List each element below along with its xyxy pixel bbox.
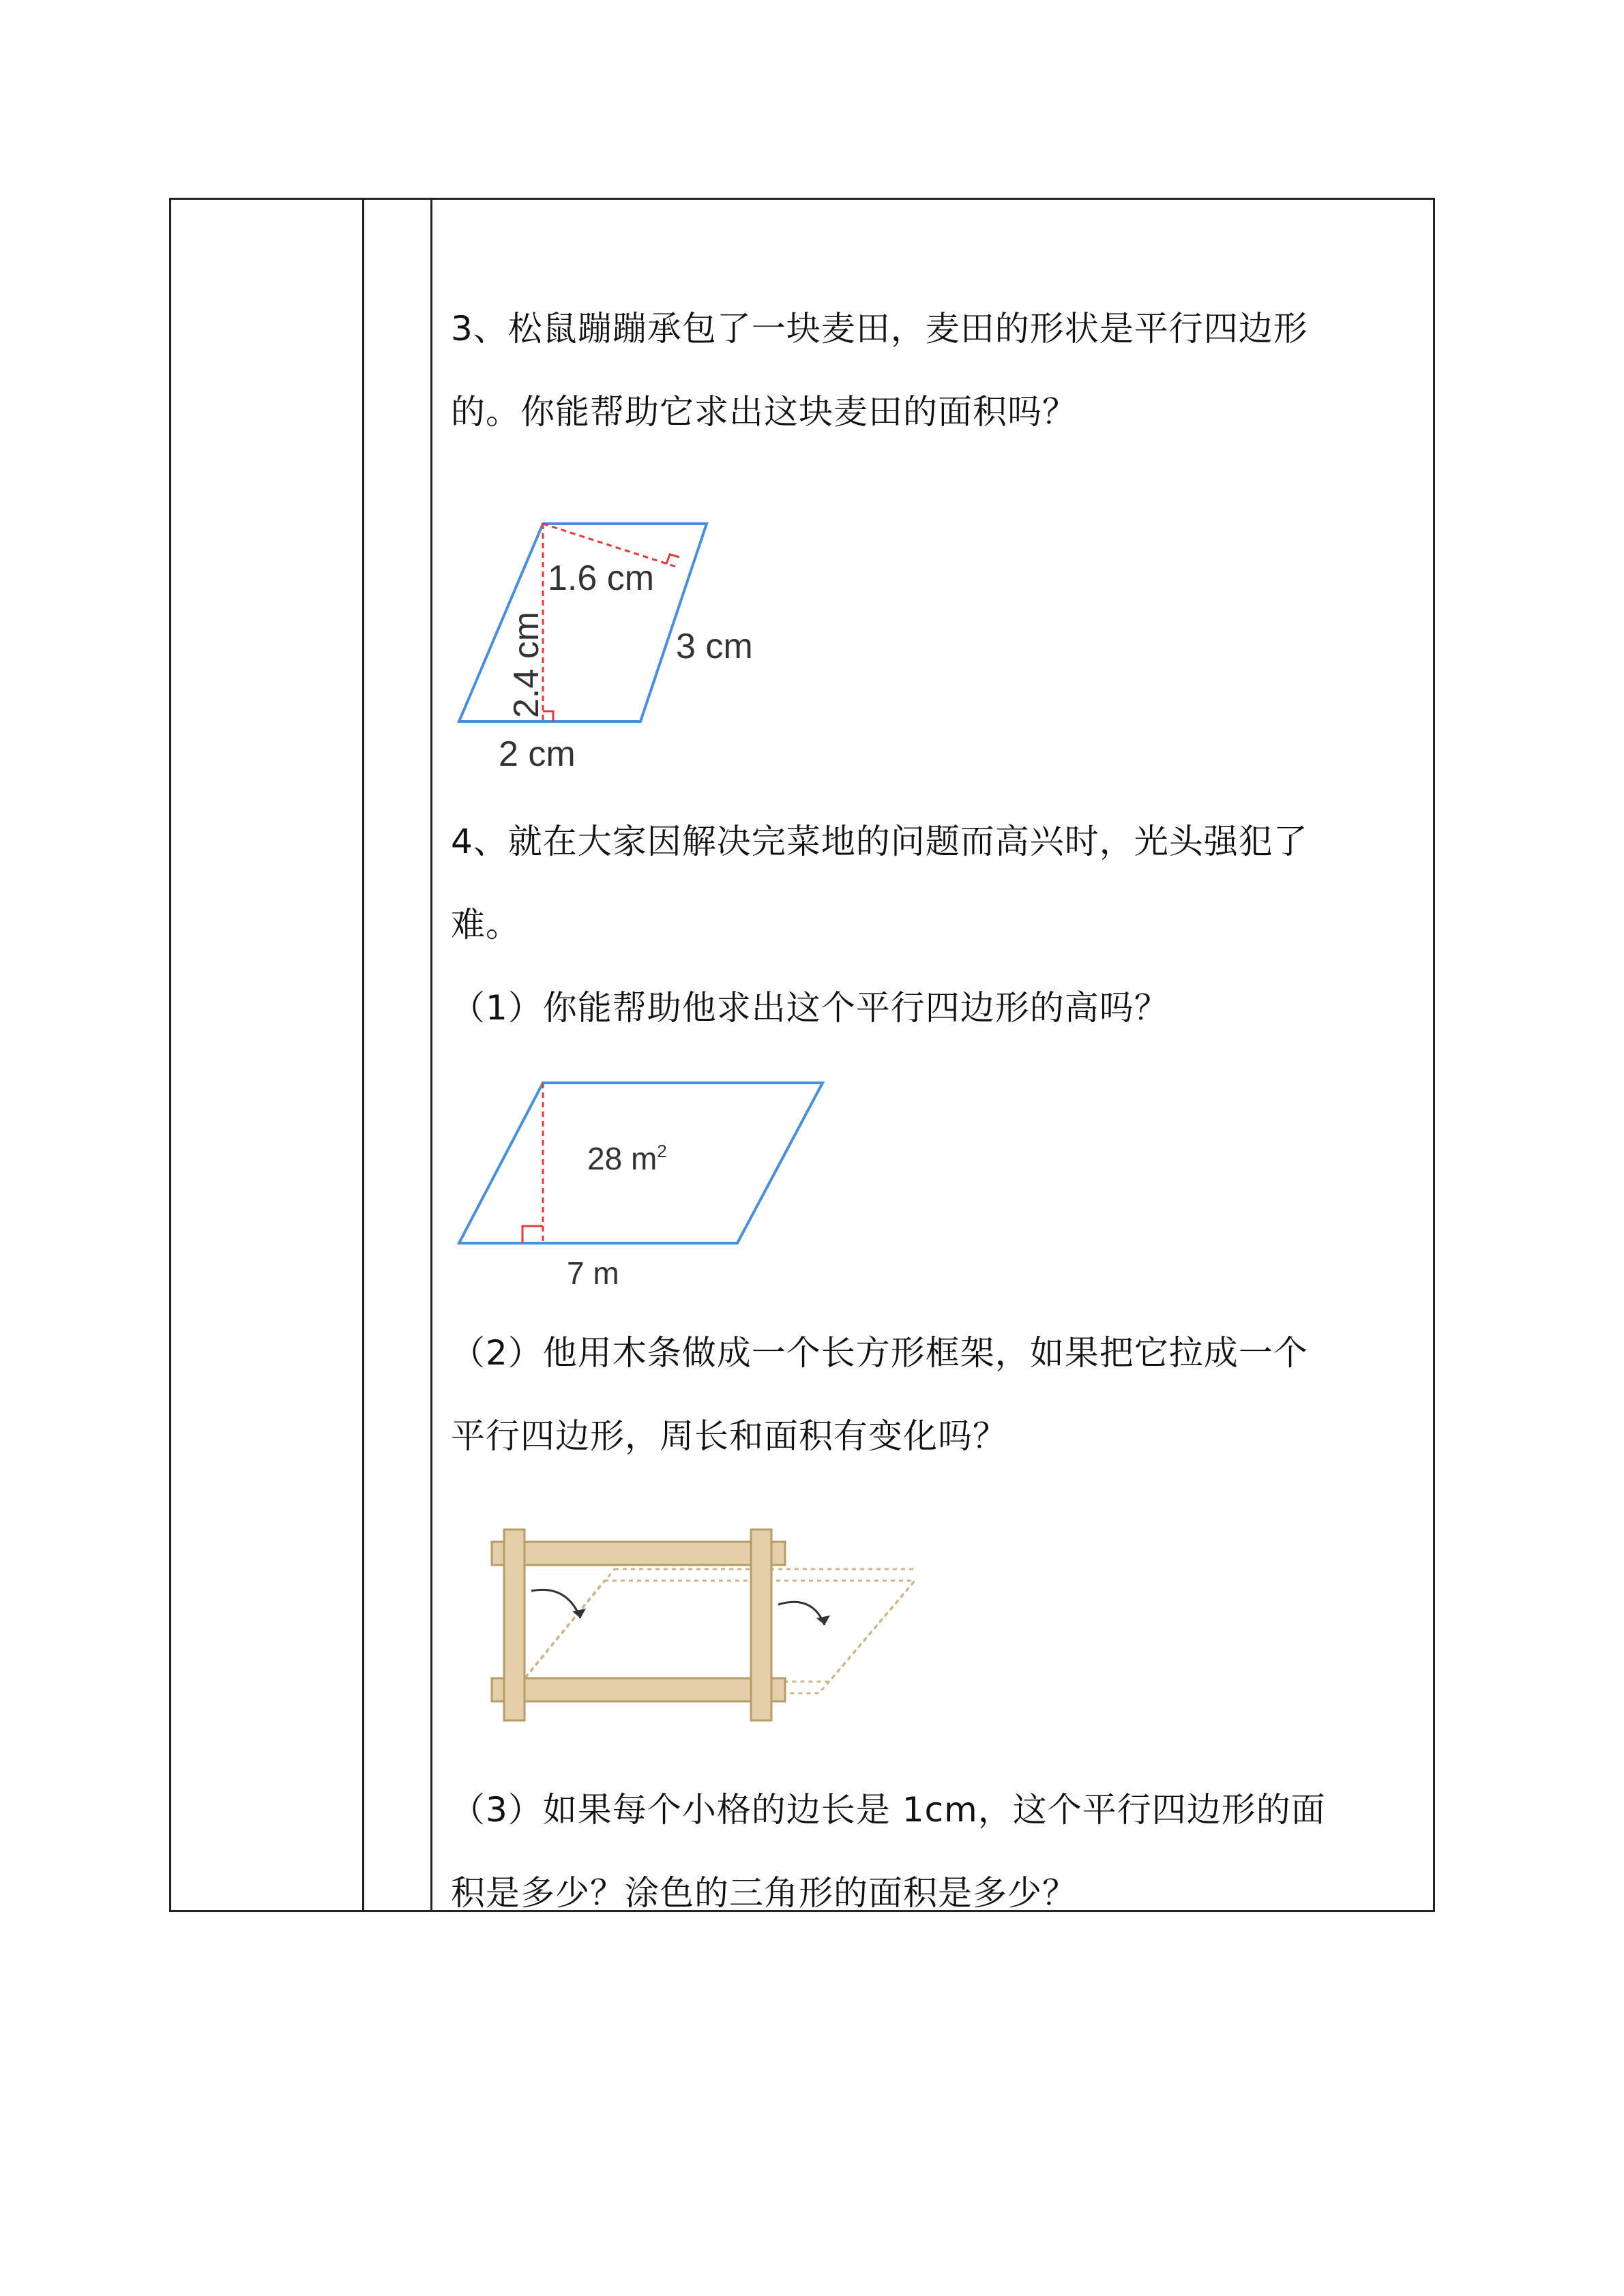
problem4-line1: 4、就在大家因解决完菜地的问题而高兴时，光头强犯了 <box>451 822 1308 861</box>
frame-right-bar <box>751 1530 771 1720</box>
height-label: 1.6 cm <box>548 558 655 598</box>
base-label: 2 cm <box>499 734 576 773</box>
wood-frame-figure <box>478 1516 915 1734</box>
frame-top-bar <box>492 1542 785 1565</box>
pulled-frame-outline <box>512 1569 915 1693</box>
column-divider <box>430 200 432 1910</box>
curved-arrow-icon <box>778 1602 825 1625</box>
base-label: 7 m <box>567 1255 619 1291</box>
problem3-line1: 3、松鼠蹦蹦承包了一块麦田，麦田的形状是平行四边形 <box>451 309 1308 348</box>
right-angle-mark <box>522 1226 543 1243</box>
area-label: 28 $m^2$ <box>587 1141 667 1176</box>
problem4-line2: 难。 <box>451 905 520 944</box>
curved-arrow-icon <box>531 1590 580 1618</box>
problem4-sub2-line1: （2）他用木条做成一个长方形框架，如果把它拉成一个 <box>451 1333 1308 1373</box>
arrow-head-icon <box>816 1615 830 1625</box>
parallelogram-figure-1 <box>451 513 792 773</box>
right-angle-mark <box>666 554 679 564</box>
problem4-sub3-line2: 积是多少？涂色的三角形的面积是多少？ <box>451 1873 1077 1913</box>
problem3-line2: 的。你能帮助它求出这块麦田的面积吗？ <box>451 392 1077 432</box>
problem4-sub1: （1）你能帮助他求出这个平行四边形的高吗？ <box>451 988 1169 1028</box>
frame-left-bar <box>504 1530 525 1720</box>
column-divider <box>362 200 364 1910</box>
problem4-sub3-line1: （3）如果每个小格的边长是 1cm，这个平行四边形的面 <box>451 1790 1326 1830</box>
side-label: 3 cm <box>676 627 753 666</box>
worksheet-table <box>169 198 1435 1912</box>
vertical-label: 2.4 cm <box>507 611 546 718</box>
problem4-sub2-line2: 平行四边形，周长和面积有变化吗？ <box>451 1416 1007 1456</box>
content-cell <box>451 200 1426 1913</box>
frame-bottom-bar <box>492 1678 785 1701</box>
parallelogram-figure-2 <box>451 1059 833 1291</box>
